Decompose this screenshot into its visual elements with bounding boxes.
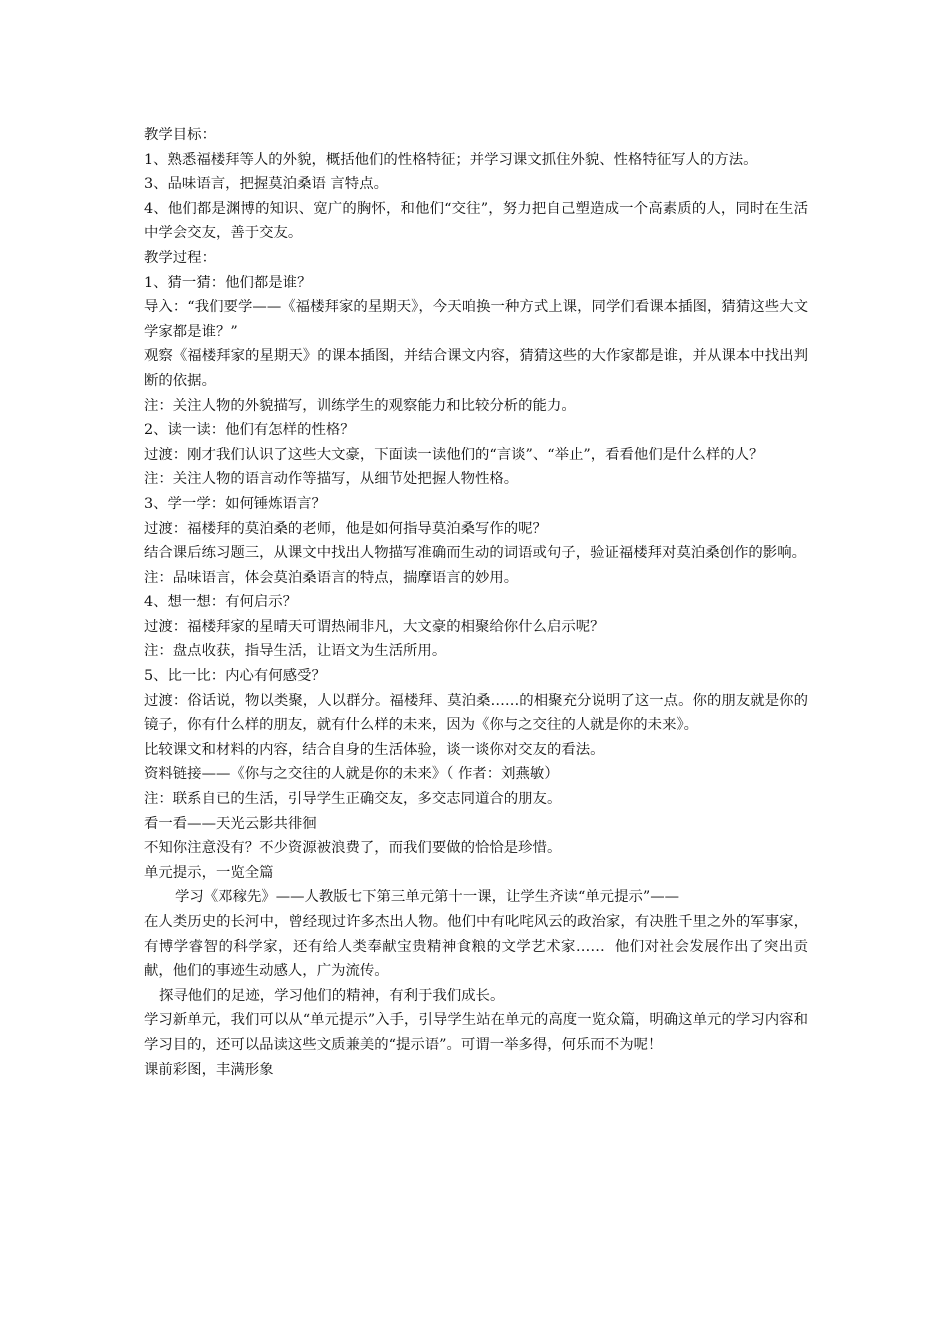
step-5-note: 注：联系自已的生活，引导学生正确交友，多交志同道合的朋友。 [144,791,562,808]
step-3-title: 3、学一学：如何锤炼语言？ [144,495,326,512]
step-1-title: 1、猜一猜：他们都是谁？ [144,274,312,291]
unit-tips-explore: 探寻他们的足迹，学习他们的精神，有利于我们成长。 [159,987,505,1004]
section-look-text: 不知你注意没有？不少资源被浪费了，而我们要做的恰恰是珍惜。 [144,840,562,857]
goal-4: 4、他们都是渊博的知识、宽广的胸怀，和他们“交往”，努力把自己塑造成一个高素质的人，同时在生活中学会交友，善于交友。 [144,200,808,242]
goal-3: 3、品味语言，把握莫泊桑语 言特点。 [144,176,388,193]
step-4-transition: 过渡：福楼拜家的星晴天可谓热闹非凡，大文豪的相聚给你什么启示呢？ [144,618,605,635]
step-3-transition: 过渡：福楼拜的莫泊桑的老师，他是如何指导莫泊桑写作的呢？ [144,520,547,537]
step-5-title: 5、比一比：内心有何感受？ [144,668,326,685]
unit-tips-method: 学习新单元，我们可以从“单元提示”入手，引导学生站在单元的高度一览众篇，明确这单元的学习内容和学习目的，还可以品读这些文质兼美的“提示语”。可谓一举多得，何乐而不为呢！ [144,1012,808,1053]
step-5-resource-link: 资料链接——《你与之交往的人就是你的未来》（ 作者：刘燕敏） [144,766,559,783]
section-pictures-title: 课前彩图，丰满形象 [144,1061,274,1078]
step-3-task: 结合课后练习题三，从课文中找出人物描写准确而生动的词语或句子，验证福楼拜对莫泊桑创作的影响。 [144,545,806,562]
step-5-transition: 过渡：俗话说，物以类聚，人以群分。福楼拜、莫泊桑……的相聚充分说明了这一点。你的朋友就是你的镜子，你有什么样的朋友，就有什么样的未来，因为《你与之交往的人就是你的未来》。 [144,692,808,734]
goal-1: 1、熟悉福楼拜等人的外貌，概括他们的性格特征；并学习课文抓住外貌、性格特征写人的方法。 [144,151,758,168]
heading-teaching-process: 教学过程： [144,249,216,266]
unit-tips-quote: 在人类历史的长河中，曾经现过许多杰出人物。他们中有叱咤风云的政治家，有决胜千里之外的军事家，有博学睿智的科学家，还有给人类奉献宝贵精神食粮的文学艺术家…… 他们对社会发展作出了突出贡献，他们的事迹生动感人，广为流传。 [144,914,808,980]
step-1-task: 观察《福楼拜家的星期天》的课本插图，并结合课文内容，猜猜这些的大作家都是谁，并从课本中找出判断的依据。 [144,348,808,389]
step-1-intro: 导入：“我们要学——《福楼拜家的星期天》，今天咱换一种方式上课，同学们看课本插图，猜猜这些大文学家都是谁？” [144,299,808,340]
step-2-transition: 过渡：刚才我们认识了这些大文豪，下面读一读他们的“言谈”、“举止”，看看他们是什么样的人？ [144,446,764,463]
heading-teaching-goals: 教学目标： [144,127,216,143]
section-look-title: 看一看——天光云影共徘徊 [144,815,317,832]
step-2-note: 注：关注人物的语言动作等描写，从细节处把握人物性格。 [144,471,519,488]
step-3-note: 注：品味语言，体会莫泊桑语言的特点，揣摩语言的妙用。 [144,569,519,586]
step-1-note: 注：关注人物的外貌描写，训练学生的观察能力和比较分析的能力。 [144,397,576,414]
unit-tips-lesson: 学习《邓稼先》——人教版七下第三单元第十一课，让学生齐读“单元提示”—— [175,889,679,906]
step-5-task: 比较课文和材料的内容，结合自身的生活体验，谈一谈你对交友的看法。 [144,741,605,758]
document-body [144,123,808,1082]
section-unit-tips-title: 单元提示，一览全篇 [144,864,274,881]
step-2-title: 2、读一读：他们有怎样的性格？ [144,422,355,439]
step-4-note: 注：盘点收获，指导生活，让语文为生活所用。 [144,643,447,660]
step-4-title: 4、想一想：有何启示？ [144,594,298,611]
